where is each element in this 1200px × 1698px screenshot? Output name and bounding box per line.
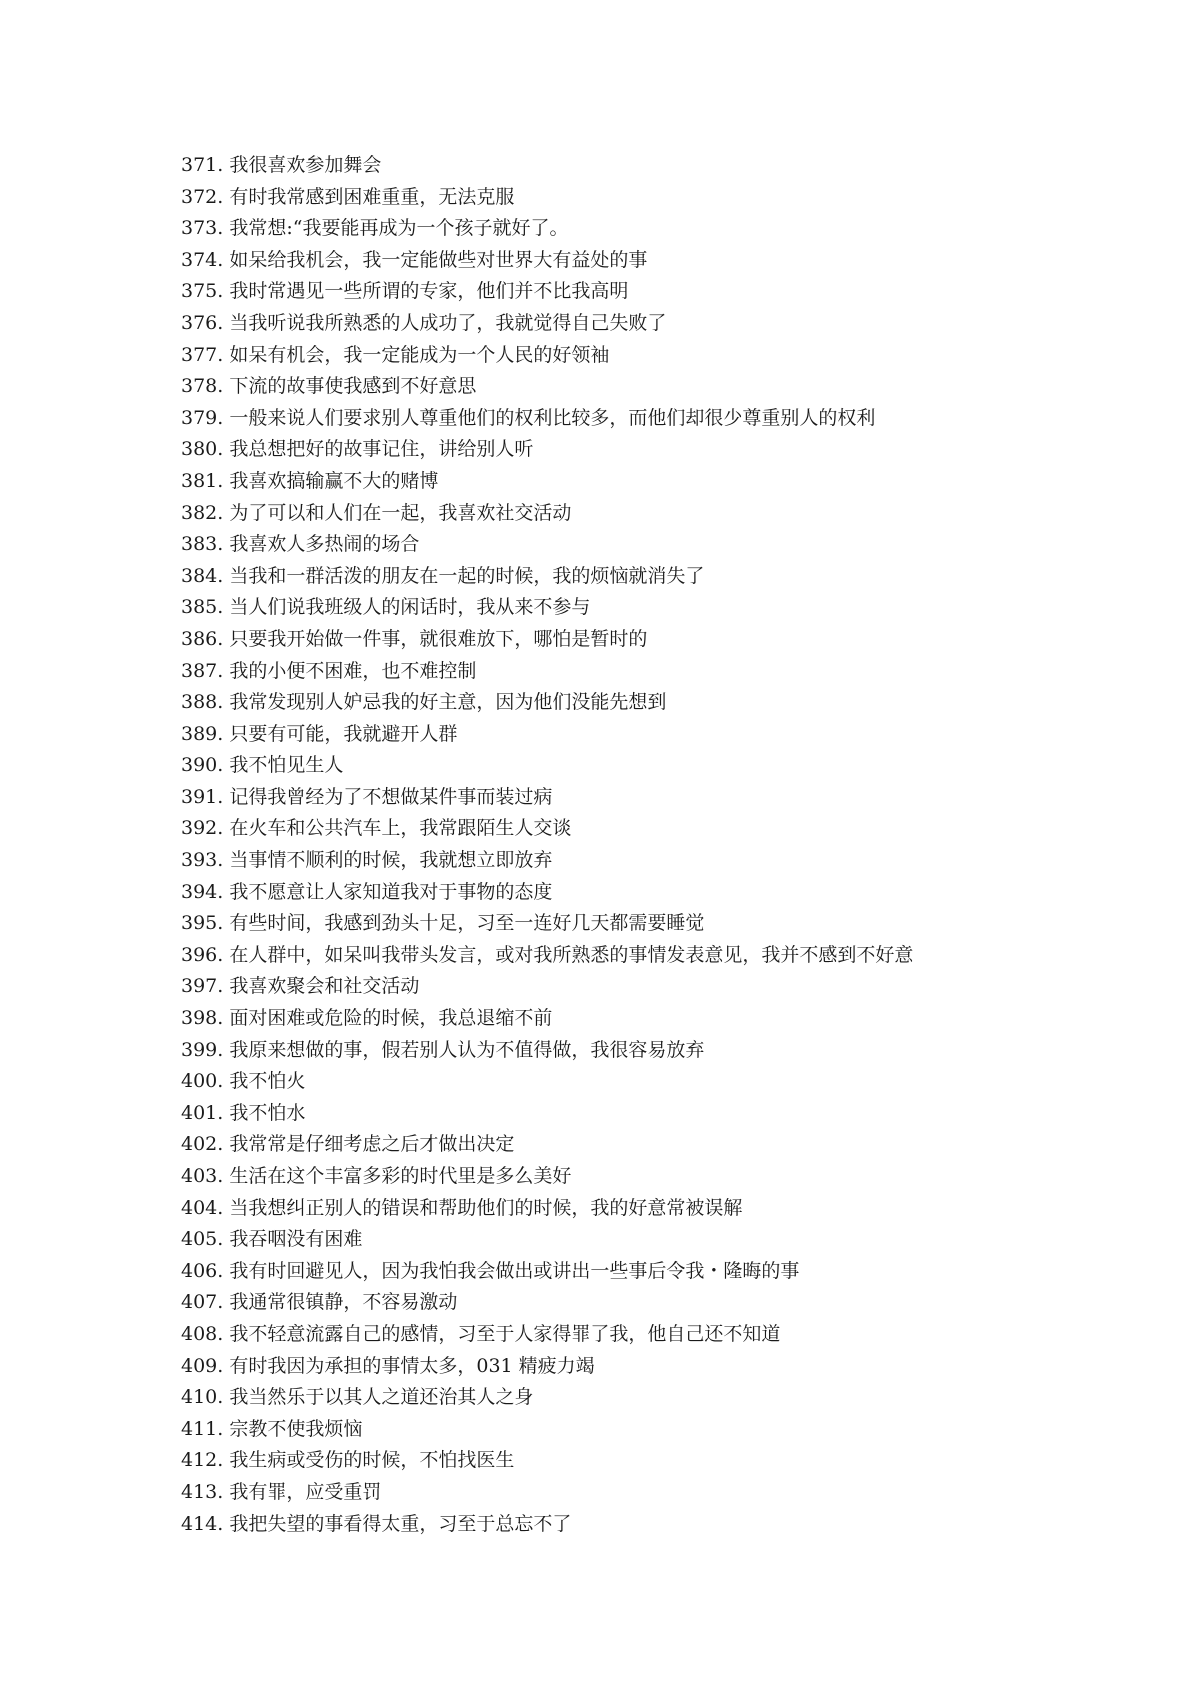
question-number: 411. [181,1417,224,1440]
question-number: 381. [181,469,224,492]
question-text: 在人群中，如呆叫我带头发言，或对我所熟悉的事情发表意见，我并不感到不好意 [229,943,914,966]
question-item [181,403,913,435]
question-text: 如呆给我机会，我一定能做些对世界大有益处的事 [229,248,648,271]
question-item [181,561,913,593]
question-number: 383. [181,533,224,556]
question-number: 395. [181,912,224,935]
question-text: 我当然乐于以其人之道还治其人之身 [229,1386,534,1409]
question-text: 当人们说我班级人的闲话时，我从来不参与 [229,596,591,619]
question-text: 我通常很镇静，不容易激动 [229,1291,458,1314]
question-item [181,656,913,688]
question-item [181,877,913,909]
question-item [181,971,913,1003]
question-text: 当我想纠正别人的错误和帮助他们的时候，我的好意常被误解 [229,1196,743,1219]
question-number: 408. [181,1322,224,1345]
question-item [181,1035,913,1067]
question-text: 记得我曾经为了不想做某件事而装过病 [229,785,553,808]
question-text: 我有罪，应受重罚 [229,1480,382,1503]
question-number: 404. [181,1196,224,1219]
question-number: 390. [181,754,224,777]
question-number: 406. [181,1259,224,1282]
question-number: 402. [181,1133,224,1156]
question-number: 407. [181,1291,224,1314]
question-number: 373. [181,217,224,240]
question-text: 我有时回避见人，因为我怕我会做出或讲出一些事后令我・隆晦的事 [229,1259,800,1282]
question-number: 376. [181,311,224,334]
question-item [181,1351,913,1383]
question-text: 我常常是仔细考虑之后才做出决定 [229,1133,515,1156]
question-number: 414. [181,1512,224,1535]
question-item [181,845,913,877]
question-number: 391. [181,785,224,808]
question-text: 生活在这个丰富多彩的时代里是多么美好 [229,1165,572,1187]
question-item [181,1414,913,1446]
question-number: 389. [181,722,224,745]
question-item [181,150,913,182]
question-text: 我不怕火 [229,1070,306,1093]
question-item [181,687,913,719]
question-number: 387. [181,659,224,682]
question-item [181,1098,913,1130]
question-number: 401. [181,1101,224,1124]
question-text: 我喜欢搞输赢不大的赌博 [229,469,439,492]
question-item [181,1382,913,1414]
question-text: 我喜欢聚会和社交活动 [229,975,420,998]
question-item [181,1256,913,1288]
question-text: 我吞咽没有困难 [229,1228,363,1251]
question-text: 我常发现别人妒忌我的好主意，因为他们没能先想到 [229,691,667,714]
question-item [181,1161,913,1193]
question-item [181,1477,913,1509]
question-text: 我不轻意流露自己的感情，习至于人家得罪了我，他自己还不知道 [229,1322,781,1345]
question-number: 412. [181,1449,224,1472]
question-number: 378. [181,375,224,398]
question-item [181,782,913,814]
question-item [181,213,913,245]
question-text: 有时我因为承担的事情太多，031 精疲力竭 [229,1354,595,1377]
question-item [181,498,913,530]
question-number: 388. [181,691,224,714]
question-item [181,1003,913,1035]
question-number: 393. [181,849,224,872]
question-text: 在火车和公共汽车上，我常跟陌生人交谈 [229,817,572,840]
question-number: 371. [181,154,224,176]
question-text: 我不愿意让人家知道我对于事物的态度 [229,880,553,903]
question-item [181,529,913,561]
question-number: 413. [181,1480,224,1503]
question-text: 我常想:“我要能再成为一个孩子就好了。 [229,217,569,240]
question-text: 我原来想做的事，假若别人认为不值得做，我很容易放弃 [229,1038,705,1061]
question-number: 398. [181,1007,224,1030]
question-item [181,719,913,751]
question-item [181,1319,913,1351]
question-item [181,182,913,214]
question-text: 有些时间，我感到劲头十足，习至一连好几天都需要睡觉 [229,912,705,935]
question-item [181,276,913,308]
question-text: 我总想把好的故事记住，讲给别人听 [229,438,534,461]
question-text: 宗教不使我烦恼 [229,1417,363,1440]
question-number: 380. [181,438,224,461]
question-text: 我的小便不困难，也不难控制 [229,659,477,682]
question-item [181,1129,913,1161]
question-text: 我时常遇见一些所谓的专家，他们并不比我高明 [229,280,629,303]
question-number: 375. [181,280,224,303]
question-item [181,245,913,277]
question-number: 377. [181,343,224,366]
question-number: 379. [181,406,224,429]
question-text: 我很喜欢参加舞会 [229,154,382,176]
question-number: 399. [181,1038,224,1061]
question-number: 374. [181,248,224,271]
question-number: 386. [181,627,224,650]
question-text: 我把失望的事看得太重，习至于总忘不了 [229,1512,572,1535]
question-item [181,371,913,403]
question-item [181,466,913,498]
question-text: 一般来说人们要求别人尊重他们的权利比较多，而他们却很少尊重别人的权利 [229,406,876,429]
question-number: 392. [181,817,224,840]
question-text: 面对困难或危险的时候，我总退缩不前 [229,1007,553,1030]
question-number: 405. [181,1228,224,1251]
question-text: 如呆有机会，我一定能成为一个人民的好领袖 [229,343,610,366]
question-number: 382. [181,501,224,524]
question-text: 当我和一群活泼的朋友在一起的时候，我的烦恼就消失了 [229,564,705,587]
question-number: 394. [181,880,224,903]
question-number: 385. [181,596,224,619]
question-list [181,150,913,1540]
question-item [181,750,913,782]
question-item [181,340,913,372]
question-text: 当我听说我所熟悉的人成功了，我就觉得自己失败了 [229,311,667,334]
question-item [181,1287,913,1319]
question-number: 410. [181,1386,224,1409]
question-item [181,1224,913,1256]
question-number: 397. [181,975,224,998]
question-item [181,1066,913,1098]
question-number: 372. [181,185,224,208]
question-text: 有时我常感到困难重重，无法克服 [229,185,515,208]
question-text: 只要有可能，我就避开人群 [229,722,458,745]
question-text: 下流的故事使我感到不好意思 [229,375,477,398]
question-number: 384. [181,564,224,587]
question-item [181,908,913,940]
question-item [181,813,913,845]
question-text: 只要我开始做一件事，就很难放下，哪怕是暂时的 [229,627,648,650]
question-text: 我不怕水 [229,1101,306,1124]
question-item [181,624,913,656]
question-number: 400. [181,1070,224,1093]
question-item [181,308,913,340]
question-number: 403. [181,1165,224,1187]
question-item [181,434,913,466]
question-item [181,592,913,624]
question-item [181,1445,913,1477]
question-item [181,1509,913,1541]
question-item [181,1193,913,1225]
question-number: 396. [181,943,224,966]
question-item [181,940,913,972]
question-text: 当事情不顺利的时候，我就想立即放弃 [229,849,553,872]
question-number: 409. [181,1354,224,1377]
question-text: 为了可以和人们在一起，我喜欢社交活动 [229,501,572,524]
question-text: 我生病或受伤的时候，不怕找医生 [229,1449,515,1472]
question-text: 我不怕见生人 [229,754,344,777]
question-text: 我喜欢人多热闹的场合 [229,533,420,556]
